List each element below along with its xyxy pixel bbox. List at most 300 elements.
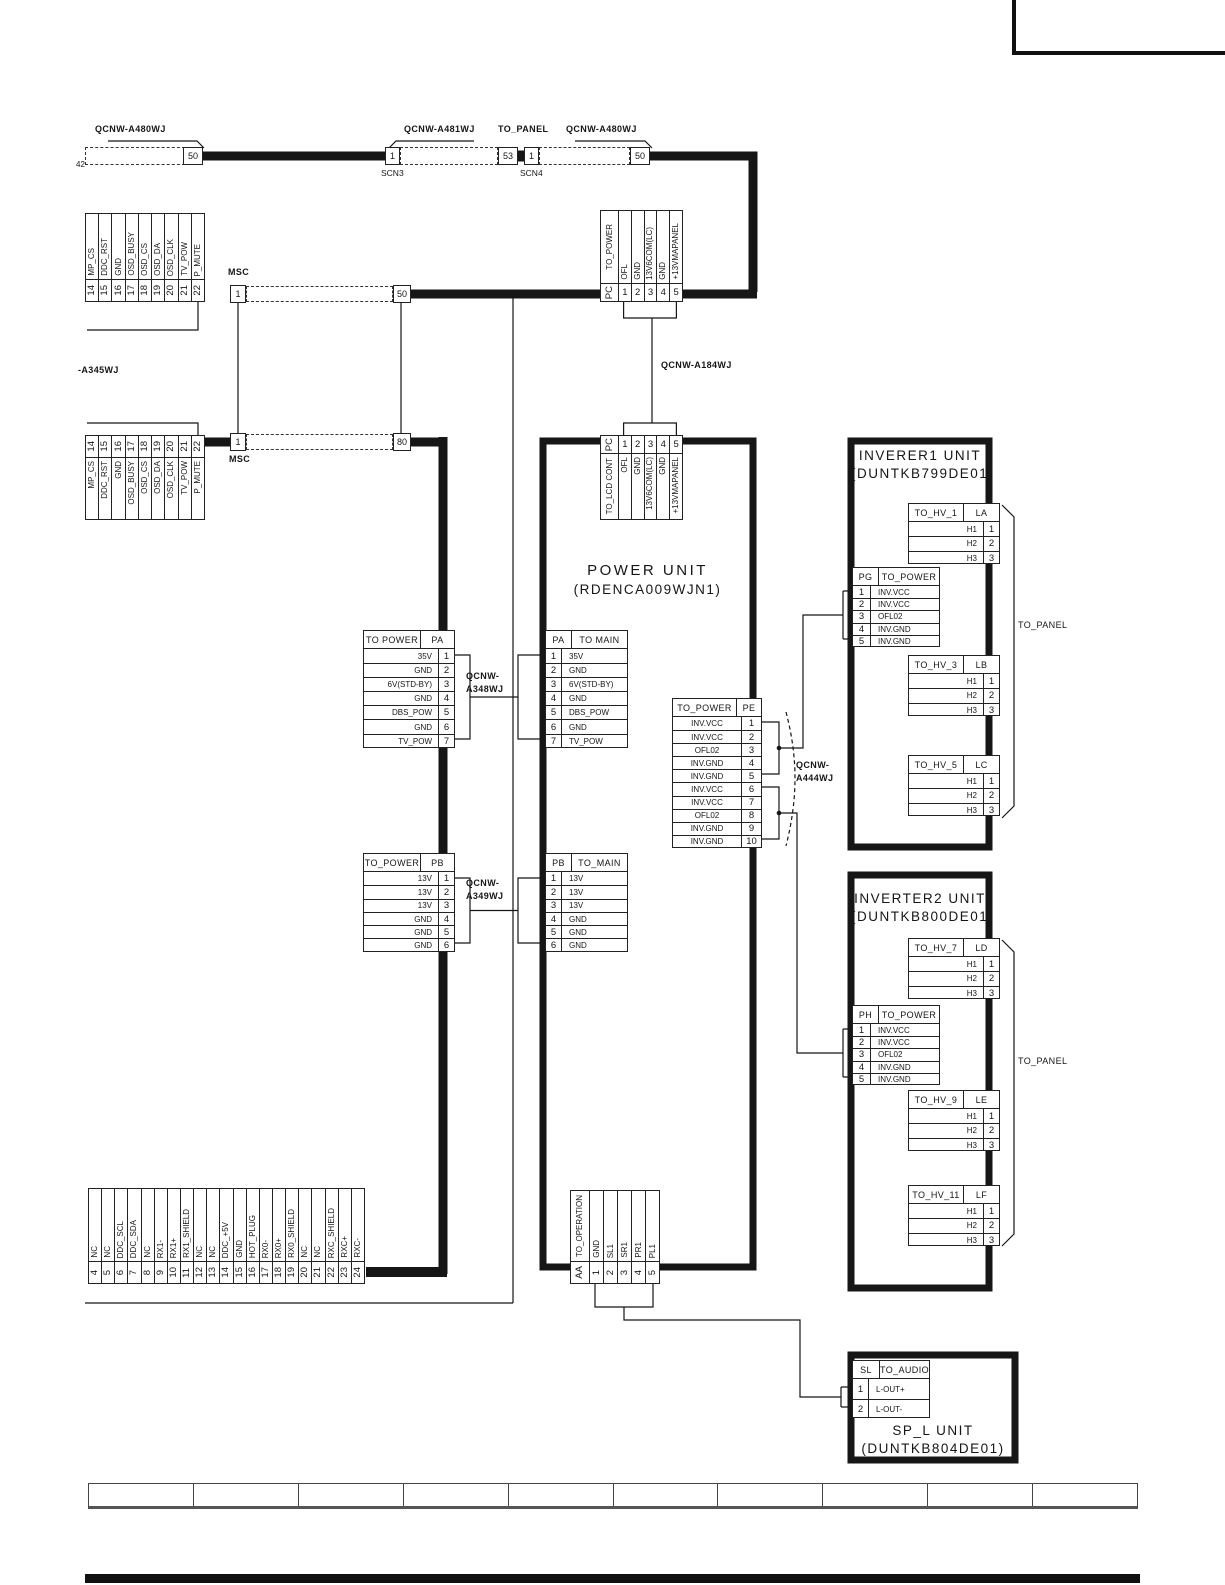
dest-label: TO_HV_3 [914,659,958,670]
pin-row: GND 6 [364,719,454,733]
pin-signal-label: TV_POW [179,461,189,495]
msc1-pin-box-50: 50 [393,285,411,303]
pin-row: INV.GND 10 [673,835,761,848]
pin-number: 16 [112,436,124,458]
connector-pin-column [191,214,204,301]
connector-name: PA [420,631,454,648]
revision-cell [89,1484,194,1506]
connector-table-pe [672,698,762,848]
connector-pin-column [246,1189,259,1283]
connector-table-hv5 [908,755,1000,816]
msc2-pin-box-1: 1 [230,433,246,451]
pin-signal-label: RX1_SHIELD [182,1209,192,1258]
connector-table-pb-left [363,853,455,952]
pin-row: INV.VCC 7 [673,796,761,809]
connector-pin-column [89,1189,101,1283]
pin-signal-label: OSD_CLK [166,238,176,276]
pin-signal-label: OSD_DA [153,243,163,276]
pin-signal-label: PL1 [647,1243,657,1258]
pin-row: 3 OFL02 [853,610,939,622]
connector-pin-column [603,1191,617,1283]
pin-number: 8 [142,1261,154,1283]
pin-row: 6 GND [546,938,627,951]
pin-row: GND 2 [364,663,454,677]
pin-signal-label: NC [142,1246,152,1258]
inverter1-subtitle: (DUNTKB799DE01) [851,466,995,481]
pin-signal-label: DDC_SCL [116,1220,126,1258]
connector-pin-column [138,436,151,519]
pin-signal-label: OSD_CS [139,461,149,494]
junction-dot [777,811,782,816]
connector-pin-column [101,1189,114,1283]
dest-label: TO_OPERATION [575,1195,584,1257]
pin-row: H3 3 [909,551,999,564]
power-unit-title: POWER UNIT [587,562,708,579]
pin-signal-label: DDC_RST [100,461,110,499]
connector-pin-column [180,1189,193,1283]
connector-pin-column [669,436,682,519]
connector-name: AA [571,1261,589,1283]
pin-row: H2 2 [909,1218,999,1232]
pin-signal-label: P_MUTE [192,461,202,494]
pin-row: 13V 3 [364,899,454,912]
pin-row: INV.GND 9 [673,822,761,835]
pin-row: 1 35V [546,649,627,663]
pin-row: 5 INV.GND [853,1073,939,1085]
pin-row: H3 3 [909,1233,999,1246]
pin-number: 15 [99,279,111,301]
connector-pin-column [617,1191,631,1283]
connector-table-hv3 [908,655,1000,716]
pin-number: 15 [99,436,111,458]
msc1-pin-box-1: 1 [230,285,246,303]
pin-signal-label: GND [113,461,123,479]
pin-signal-label: +13VMAPANEL [671,457,681,514]
pin-number: 22 [192,279,204,301]
dest-label: TO MAIN [579,634,620,645]
revision-cell [614,1484,719,1506]
pin-number: 14 [220,1261,232,1283]
to-panel-label-top: TO_PANEL [498,124,549,134]
sp-unit-subtitle: (DUNTKB804DE01) [861,1441,1005,1456]
connector-pin-column [272,1189,285,1283]
connector-pin-column [644,211,657,301]
pin-row: DBS_POW 5 [364,705,454,719]
connector-pin-column [631,211,644,301]
pin-number: 17 [126,279,138,301]
pin-number: 2 [632,283,644,301]
connector-name: LD [963,939,999,956]
connector-table-pg [852,567,940,647]
connector-pin-column [111,214,124,301]
pin-number: 3 [618,1261,631,1283]
connector-table-hv1 [908,503,1000,564]
connector-name: PE [736,699,761,716]
connector-pin-column [138,214,151,301]
connector-pc-top [600,210,683,302]
connector-pin-column [338,1189,351,1283]
pin-signal-label: OSD_CLK [166,461,176,499]
pin-signal-label: MP_CS [87,248,97,276]
pin-row: 1 13V [546,872,627,885]
connector-table-hv9 [908,1090,1000,1151]
connector-name: LF [963,1186,999,1203]
pin-number: 24 [352,1261,364,1283]
inverter1-title: INVERER1 UNIT [858,448,982,463]
msc2-cable [246,434,393,450]
pin-row: 5 INV.GND [853,635,939,647]
pin-number: 2 [632,436,644,454]
connector-pin-column [669,211,682,301]
pin-number: 21 [179,279,191,301]
pin-number: 2 [604,1261,617,1283]
connector-pin-column [154,1189,167,1283]
connector-pin-column [98,436,111,519]
pin-row: 7 TV_POW [546,734,627,748]
pin-signal-label: NC [195,1246,205,1258]
connector-pin-column [656,211,669,301]
connector-pin-column [98,214,111,301]
connector-name: LC [963,756,999,773]
pin-signal-label: P_MUTE [192,243,202,276]
pin-signal-label: GND [632,262,642,280]
connector-pin-column [645,1191,659,1283]
pin-number: 4 [632,1261,645,1283]
pin-number: 3 [645,436,657,454]
pin-number: 14 [86,279,98,301]
connector-aa [570,1190,660,1284]
pin-number: 17 [260,1261,272,1283]
connector-pin-column [233,1189,246,1283]
pin-row: H2 2 [909,971,999,985]
connector-header-column [601,436,618,519]
connector-pin-column [164,214,177,301]
cable-label-qcnw-a349wj-1: QCNW- [466,878,500,888]
pin-number: 23 [339,1261,351,1283]
cable-label-a345wj: -A345WJ [78,365,119,375]
pin-number: 1 [619,283,631,301]
connector-osd-top [85,213,205,302]
connector-pin-column [151,214,164,301]
pin-number: 9 [155,1261,167,1283]
connector-table-ph [852,1005,940,1085]
connector-pin-column [311,1189,324,1283]
dest-label: TO_POWER [881,571,937,582]
connector-label-scn4: SCN4 [520,168,543,178]
msc-label-1: MSC [228,267,250,277]
pin-row: H2 2 [909,788,999,802]
pin-row: H1 1 [909,1109,999,1123]
pin-signal-label: PR1 [633,1242,643,1258]
pin-row: 35V 1 [364,649,454,663]
pin-number: 11 [181,1261,193,1283]
pin-signal-label: GND [234,1240,244,1258]
pin-number: 5 [646,1261,659,1283]
pin-row: INV.VCC 6 [673,782,761,795]
cable-label-qcnw-a481wj: QCNW-A481WJ [404,124,475,134]
pin-row: 2 GND [546,663,627,677]
pin-box-scn4: 1 [524,147,539,165]
revision-cell [928,1484,1033,1506]
pin-row: 1 L-OUT+ [853,1379,929,1399]
pin-signal-label: NC [90,1246,100,1258]
pin-row: H1 1 [909,674,999,688]
pin-number: 20 [165,279,177,301]
pin-number: 19 [152,436,164,458]
connector-table-hv7 [908,938,1000,999]
pin-number: 4 [657,283,669,301]
connector-table-pb-right [545,853,628,952]
pin-number: 12 [194,1261,206,1283]
pin-number: 18 [139,436,151,458]
cable-label-qcnw-a480wj-left: QCNW-A480WJ [95,124,166,134]
connector-pin-column [191,436,204,519]
pin-signal-label: MP_CS [87,461,97,489]
msc-label-2: MSC [229,454,251,464]
pin-signal-label: OSD_BUSY [126,232,136,276]
dest-label: TO_LCD CONT [604,458,614,515]
pin-signal-label: TV_POW [179,242,189,276]
pin-number: 1 [590,1261,603,1283]
connector-name: PG [853,568,879,585]
pin-number: 16 [112,279,124,301]
pin-number: 20 [165,436,177,458]
connector-pin-column [178,436,191,519]
revision-cell [194,1484,299,1506]
revision-table [88,1483,1138,1509]
connector-pin-column [206,1189,219,1283]
pin-number: 5 [102,1261,114,1283]
pin-number: 7 [128,1261,140,1283]
connector-pin-column [618,211,631,301]
connector-header-column [571,1191,589,1283]
pin-number: 15 [234,1261,246,1283]
pin-row: H1 1 [909,957,999,971]
pin-signal-label: GND [658,262,668,280]
pin-number: 21 [312,1261,324,1283]
connector-table-pa-left [363,630,455,748]
connector-table-sl [852,1360,930,1418]
connector-pin-column [167,1189,180,1283]
pin-row: H1 1 [909,522,999,536]
junction-dot [777,746,782,751]
pin-number: 5 [670,436,682,454]
pin-signal-label: OSD_BUSY [126,461,136,505]
dest-label: TO_POWER [364,857,420,868]
pin-row: 5 GND [546,925,627,938]
connector-name: PC [601,436,618,454]
pin-number: 6 [115,1261,127,1283]
sp-unit-title: SP_L UNIT [892,1423,974,1438]
pin-number: 22 [326,1261,338,1283]
pin-signal-label: RXC- [352,1238,362,1258]
pin-box-50-right: 50 [630,147,650,165]
cable-label-qcnw-a444wj-1: QCNW- [796,760,830,770]
pin-row: H1 1 [909,1204,999,1218]
to-panel-label-inverter1: TO_PANEL [1018,620,1068,630]
pin-signal-label: RX1+ [168,1237,178,1258]
pin-row: OFL02 8 [673,809,761,822]
pin-number: 18 [273,1261,285,1283]
cable-label-qcnw-a348wj-2: A348WJ [466,684,504,694]
connector-pin-column [125,214,138,301]
connector-name: LE [963,1091,999,1108]
dest-label: TO_POWER [604,224,614,270]
pin-row: 4 GND [546,691,627,705]
pin-row: 6 GND [546,719,627,733]
pin-number: 16 [247,1261,259,1283]
connector-pin-column [219,1189,232,1283]
pin-row: INV.VCC 2 [673,730,761,743]
revision-cell [509,1484,614,1506]
pin-signal-label: NC [208,1246,218,1258]
connector-pin-column [141,1189,154,1283]
connector-name: PA [546,631,572,648]
pin-row: 3 13V [546,899,627,912]
connector-pin-column [111,436,124,519]
pin-signal-label: RX0_SHIELD [287,1209,297,1258]
cable-label-qcnw-a444wj-2: A444WJ [796,773,834,783]
pin-row: 1 INV.VCC [853,1024,939,1036]
pin-row: 2 INV.VCC [853,1036,939,1048]
pin-row: TV_POW 7 [364,734,454,748]
connector-pin-column [178,214,191,301]
cut-connector-label: 42 [76,160,85,169]
pin-row: H2 2 [909,688,999,702]
connector-name: PB [420,854,454,871]
pin-row: H3 3 [909,986,999,999]
pin-signal-label: OSD_DA [153,461,163,494]
pin-row: INV.VCC 1 [673,717,761,730]
connector-pin-column [193,1189,206,1283]
connector-pin-column [656,436,669,519]
pin-signal-label: DDC_RST [100,238,110,276]
pin-signal-label: GND [113,258,123,276]
pin-number: 19 [286,1261,298,1283]
connector-table-hv11 [908,1185,1000,1246]
pin-signal-label: +13VMAPANEL [671,223,681,280]
pin-signal-label: OFL [619,264,629,280]
pin-row: H2 2 [909,1123,999,1137]
connector-pin-column [618,436,631,519]
revision-cell [299,1484,404,1506]
connector-pin-column [644,436,657,519]
connector-label-scn3: SCN3 [381,168,404,178]
pin-signal-label: NC [313,1246,323,1258]
pin-row: INV.GND 4 [673,756,761,769]
pin-signal-label: SL1 [605,1243,615,1258]
revision-cell [823,1484,928,1506]
pin-row: 2 L-OUT- [853,1399,929,1418]
connector-pin-column [164,436,177,519]
connector-pin-column [285,1189,298,1283]
connector-pin-column [259,1189,272,1283]
flat-cable-left [85,147,185,165]
pin-signal-label: HOT_PLUG [247,1214,257,1258]
pin-row: 13V 2 [364,885,454,898]
flat-cable-right [539,147,630,165]
connector-name: PH [853,1006,879,1023]
connector-pin-column [114,1189,127,1283]
pin-row: 2 13V [546,885,627,898]
dest-label: TO_POWER [677,702,732,713]
pin-row: H1 1 [909,774,999,788]
connector-pc-bottom [600,435,683,520]
pin-number: 17 [126,436,138,458]
pin-row: GND 6 [364,938,454,951]
pin-signal-label: OSD_CS [139,243,149,276]
flat-cable-a481 [400,147,498,165]
pin-row: 1 INV.VCC [853,586,939,598]
connector-name: PB [546,854,572,871]
pin-signal-label: RXC_SHIELD [326,1207,336,1258]
pin-row: 3 OFL02 [853,1048,939,1060]
connector-header-column [601,211,618,301]
pin-signal-label: NC [103,1246,113,1258]
connector-osd-mid [85,435,205,520]
pin-row: H3 3 [909,703,999,716]
dest-label: TO_HV_1 [914,507,958,518]
dest-label: TO_HV_9 [914,1094,958,1105]
cable-label-qcnw-a348wj-1: QCNW- [466,671,500,681]
pin-row: 2 INV.VCC [853,598,939,610]
pin-number: 20 [299,1261,311,1283]
cable-label-qcnw-a349wj-2: A349WJ [466,891,504,901]
pin-box-scn3: 1 [385,147,400,165]
pin-row: 4 INV.GND [853,623,939,635]
pin-number: 14 [86,436,98,458]
connector-signal-bottom [88,1188,365,1284]
pin-number: 4 [657,436,669,454]
pin-signal-label: SR1 [619,1242,629,1258]
pin-signal-label: DDC_SDA [129,1219,139,1258]
pin-box-53: 53 [498,147,518,165]
revision-cell [1033,1484,1137,1506]
dest-label: TO POWER [365,634,419,645]
connector-name: SL [853,1361,880,1378]
pin-signal-label: 13V6COM(LC) [645,457,655,510]
inverter2-title: INVERTER2 UNIT [854,891,986,906]
pin-row: 4 INV.GND [853,1061,939,1073]
pin-signal-label: GND [591,1240,601,1258]
cable-label-qcnw-a480wj-right: QCNW-A480WJ [566,124,637,134]
connector-pin-column [298,1189,311,1283]
connector-pin-column [125,436,138,519]
connector-name: LA [963,504,999,521]
connector-pin-column [86,436,98,519]
dest-label: TO_POWER [881,1009,937,1020]
dest-label: TO_AUDIO [879,1364,929,1375]
pin-row: 6V(STD-BY) 3 [364,677,454,691]
connector-pin-column [351,1189,364,1283]
dest-label: TO_HV_7 [914,942,958,953]
dest-label: TO_HV_5 [914,759,958,770]
pin-number: 21 [179,436,191,458]
pin-signal-label: RX0+ [274,1237,284,1258]
pin-signal-label: RX1- [155,1239,165,1258]
pin-row: H2 2 [909,536,999,550]
pin-row: INV.GND 5 [673,769,761,782]
msc2-pin-box-80: 80 [393,433,411,451]
pin-row: H3 3 [909,803,999,816]
pin-row: 13V 1 [364,872,454,885]
power-unit-subtitle: (RDENCA009WJN1) [573,582,722,597]
page-footer-bar [85,1574,1140,1583]
pin-number: 1 [619,436,631,454]
pin-number: 19 [152,279,164,301]
connector-pin-column [127,1189,140,1283]
pin-row: GND 5 [364,925,454,938]
